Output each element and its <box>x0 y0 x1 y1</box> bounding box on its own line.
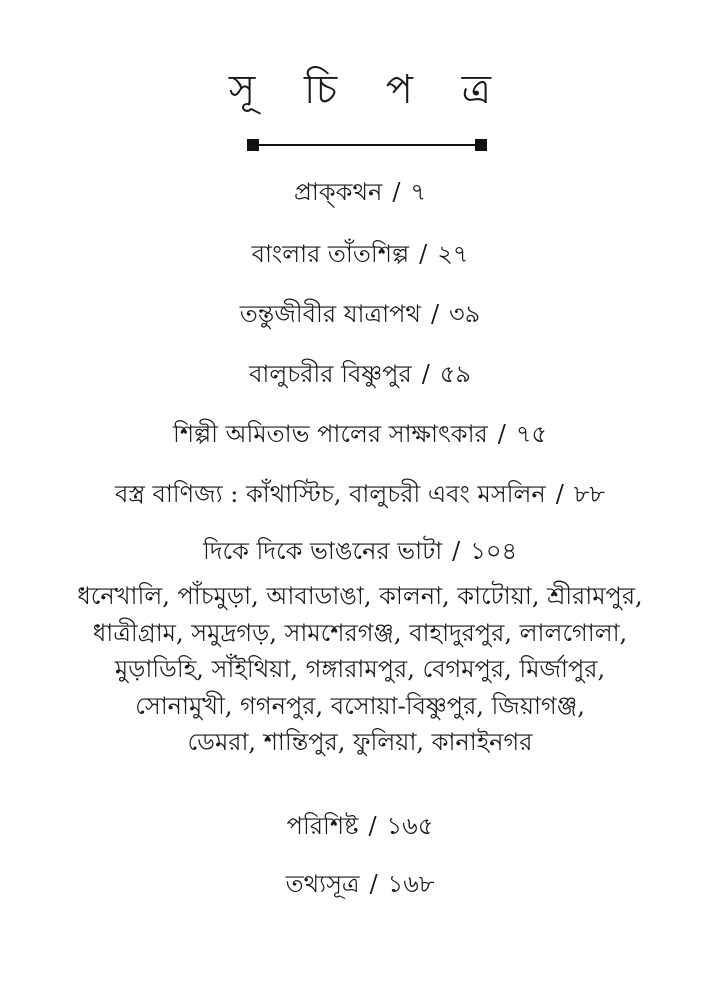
toc-entry-page: ১৬৫ <box>386 812 434 840</box>
rule-line <box>247 144 487 146</box>
toc-entry-separator: / <box>421 360 430 388</box>
toc-entry-page: ৭৫ <box>515 420 548 448</box>
places-line: সোনামুখী, গগনপুর, বসোয়া-বিষ্ণুপুর, জিয়াগঞ্জ, <box>135 691 585 720</box>
places-line: ধাত্রীগ্রাম, সমুদ্রগড়, সামশেরগঞ্জ, বাহাদুরপুর, লালগোলা, <box>92 618 628 647</box>
toc-entry-label: বস্ত্র বাণিজ্য : কাঁথাস্টিচ, বালুচরী এবং মসলিন <box>114 480 546 508</box>
toc-entry-page: ২৭ <box>437 240 469 268</box>
toc-entry-separator: / <box>419 240 428 268</box>
toc-entry <box>0 478 720 510</box>
toc-entry <box>0 810 720 842</box>
toc-entry <box>0 418 720 450</box>
toc-entry <box>0 176 720 208</box>
places-line: ডেমরা, শান্তিপুর, ফুলিয়া, কানাইনগর <box>187 728 533 757</box>
toc-entry <box>0 298 720 330</box>
page-title: সূ চি প ত্র <box>228 67 510 113</box>
toc-entry-separator: / <box>555 480 564 508</box>
toc-entry-label: প্রাক্‌কথন <box>293 178 383 206</box>
toc-entry-separator: / <box>497 420 506 448</box>
title-rule <box>247 139 487 151</box>
toc-entry-separator: / <box>392 178 401 206</box>
toc-entry-label: দিকে দিকে ভাঙনের ভাটা <box>202 537 443 565</box>
toc-entry-separator: / <box>452 537 461 565</box>
toc-entry-label: বালুচরীর বিষ্ণুপুর <box>249 360 412 388</box>
toc-entry <box>0 358 720 390</box>
places-list <box>0 578 720 761</box>
places-line: মুড়াডিহি, সাঁইথিয়া, গঙ্গারামপুর, বেগমপুর, মির্জাপুর, <box>114 655 606 684</box>
toc-entry-page: ৫৯ <box>439 360 471 388</box>
toc-entry-separator: / <box>369 870 378 898</box>
rule-left-square <box>247 139 259 151</box>
toc-entry-label: তথ্যসূত্র <box>285 870 360 898</box>
toc-entry-label: বাংলার তাঁতশিল্প <box>251 240 410 268</box>
toc-entry-separator: / <box>368 812 377 840</box>
toc-entry-page: ৮৮ <box>573 480 605 508</box>
toc-entry <box>0 238 720 270</box>
toc-entry-label: শিল্পী অমিতাভ পালের সাক্ষাৎকার <box>172 420 488 448</box>
toc-entry-page: ৩৯ <box>449 300 481 328</box>
toc-entry-page: ১৬৮ <box>387 870 435 898</box>
places-line: ধনেখালি, পাঁচমুড়া, আবাডাঙা, কালনা, কাটোয়া, শ্রীরামপুর, <box>77 582 643 610</box>
toc-entry-label: তন্তুজীবীর যাত্রাপথ <box>239 300 421 328</box>
toc-entry-label: পরিশিষ্ট <box>286 812 359 840</box>
toc-entry-page: ১০৪ <box>470 537 518 565</box>
rule-right-square <box>475 139 487 151</box>
toc-entry-page: ৭ <box>410 178 427 206</box>
toc-entry <box>0 868 720 900</box>
toc-entry-separator: / <box>430 300 440 328</box>
toc-entry <box>0 535 720 567</box>
